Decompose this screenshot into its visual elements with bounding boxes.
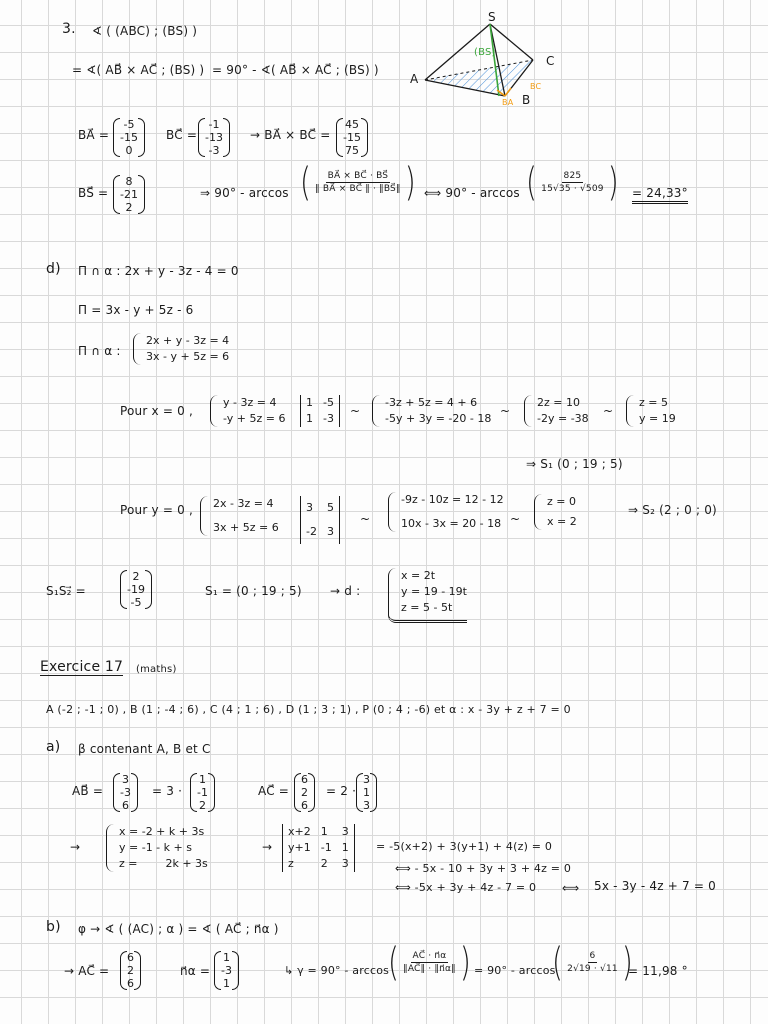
vector-component: 6 <box>127 977 134 990</box>
x0-step2 <box>372 395 491 427</box>
system-equation: y = 19 <box>639 412 676 425</box>
cross-label: → BA⃗ × BC⃗ = <box>250 128 331 142</box>
det-cell: 1 <box>320 825 328 838</box>
system-equation: z = 5 - 5t <box>401 601 453 614</box>
normal-label: n⃗α = <box>180 964 211 978</box>
vertex-s-label: S <box>488 10 496 24</box>
vector-ac-unit <box>356 773 377 812</box>
det-cell: 3 <box>341 857 349 870</box>
equiv-tilde: ~ <box>360 512 371 526</box>
ab-scalar: = 3 · <box>152 784 183 798</box>
section-d-title: Π ∩ α : 2x + y - 3z - 4 = 0 <box>78 264 239 278</box>
x0-determinant <box>300 395 340 427</box>
system-equation: 2x + y - 3z = 4 <box>146 334 230 347</box>
system-equation: 3x - y + 5z = 6 <box>146 350 230 363</box>
part-a-title: β contenant A, B et C <box>78 742 211 756</box>
vector-component: 1 <box>222 951 230 964</box>
ac-label: AC⃗ = <box>258 784 290 798</box>
vertex-c-label: C <box>546 54 555 68</box>
system-equation: -2y = -38 <box>537 412 589 425</box>
parametric-system <box>106 824 208 872</box>
vector-component: 1 <box>198 773 206 786</box>
vector-component: 3 <box>363 799 370 812</box>
det-cell: 3 <box>306 501 313 514</box>
vector-component: 2 <box>198 799 206 812</box>
vector-bs <box>113 175 145 214</box>
ac2-label: → AC⃗ = <box>64 964 110 978</box>
det-cell: y+1 <box>288 841 311 854</box>
vector-component: -5 <box>130 596 142 609</box>
system-equation: 2z = 10 <box>537 396 580 409</box>
y0-step2 <box>388 492 504 532</box>
gamma-fraction: ( $\frac{AC⃗ \cdot n⃗\alpha}{‖AC⃗‖ \cdot ‖n⃗\alpha‖}$ ) <box>388 938 471 985</box>
fraction-numerator: BA⃗ × BC⃗ · BS⃗ <box>327 171 389 181</box>
vector-ac <box>120 951 141 990</box>
system-equation: 2x - 3z = 4 <box>213 497 274 510</box>
intersection-system <box>133 333 229 365</box>
gamma-mid: = 90° - arccos <box>474 964 556 977</box>
ba-label: BA⃗ = <box>78 128 110 142</box>
system-equation: z = 5 <box>639 396 668 409</box>
ba-tag: BA <box>502 98 514 107</box>
fraction-numerator: AC⃗ · n⃗α <box>412 951 447 961</box>
vector-component: -5 <box>123 118 135 131</box>
x0-system <box>210 395 285 427</box>
angle-rewrite: = ∢( AB⃗ × AC⃗ ; (BS) ) <box>72 63 205 77</box>
system-equation: z = 2k + 3s <box>119 857 208 870</box>
ac-scalar: = 2 · <box>326 784 357 798</box>
line-d-label: → d : <box>330 584 361 598</box>
gamma-result: = 11,98 ° <box>628 964 688 978</box>
vector-component: 1 <box>222 977 230 990</box>
det-cell: -1 <box>320 841 332 854</box>
ab-label: AB⃗ = <box>72 784 104 798</box>
system-equation: x = -2 + k + 3s <box>119 825 205 838</box>
exercise-title: Exercice 17 <box>40 659 124 675</box>
bs-label: BS⃗ = <box>78 186 109 200</box>
vector-component: 2 <box>125 201 133 214</box>
exercise-subtitle: (maths) <box>136 664 177 675</box>
points-list: A (-2 ; -1 ; 0) , B (1 ; -4 ; 6) , C (4 ; 1 ; 6) , D (1 ; 3 ; 1) , P (0 ; 4 ; -6) et α : x - 3y + z + 7 = 0 <box>46 703 571 716</box>
vector-component: 2 <box>301 786 308 799</box>
det-cell: -5 <box>323 396 334 409</box>
system-equation: y - 3z = 4 <box>223 396 277 409</box>
x0-step3 <box>524 395 589 427</box>
section-d-label: d) <box>46 261 61 277</box>
vector-s1s2 <box>120 570 152 609</box>
plane-pi-equation: Π = 3x - y + 5z - 6 <box>78 303 194 317</box>
system-equation: 3x + 5z = 6 <box>213 521 279 534</box>
det-cell: 3 <box>341 825 349 838</box>
item-number: 3. <box>62 21 76 37</box>
s2-result: ⇒ S₂ (2 ; 0 ; 0) <box>628 503 717 517</box>
s1s2-label: S₁S₂⃗ = <box>46 584 86 598</box>
vector-component: 45 <box>344 118 359 131</box>
system-equation: -9z - 10z = 12 - 12 <box>401 493 504 506</box>
bs-tag: (BS) <box>474 47 496 58</box>
det-cell: 1 <box>306 396 313 409</box>
vector-ab-unit <box>190 773 215 812</box>
vector-ac <box>294 773 315 812</box>
arccos2-prefix: ⟺ 90° - arccos <box>424 186 520 200</box>
vector-component: -1 <box>197 786 208 799</box>
system-equation: z = 0 <box>547 495 576 508</box>
vector-component: -3 <box>221 964 232 977</box>
gamma-fraction-2: ( $\frac{6}{2√19 \cdot √11}$ ) <box>552 938 633 985</box>
line-d-system <box>388 568 467 623</box>
vector-component: 75 <box>344 144 359 157</box>
vector-component: -15 <box>120 131 138 144</box>
equiv-tilde: ~ <box>500 404 511 418</box>
expansion-1: = -5(x+2) + 3(y+1) + 4(z) = 0 <box>376 840 553 853</box>
vector-component: 6 <box>127 951 134 964</box>
arccos-prefix: ⇒ 90° - arccos <box>200 186 289 200</box>
det-cell: -3 <box>323 412 334 425</box>
vector-normal <box>214 951 239 990</box>
det-cell: 1 <box>341 841 349 854</box>
det-cell: 5 <box>326 501 334 514</box>
intersection-label: Π ∩ α : <box>78 344 121 358</box>
vector-component: 3 <box>121 773 129 786</box>
vector-component: -13 <box>205 131 223 144</box>
vector-component: 3 <box>363 773 370 786</box>
vector-cross <box>336 118 368 157</box>
s1-result: ⇒ S₁ (0 ; 19 ; 5) <box>526 457 623 471</box>
fraction-numerator: 6 <box>589 951 596 961</box>
vector-bc <box>198 118 230 157</box>
y0-label: Pour y = 0 , <box>120 503 193 517</box>
fraction-denominator: 15√35 · √509 <box>541 184 604 194</box>
system-equation: x = 2t <box>401 569 436 582</box>
system-equation: -5y + 3y = -20 - 18 <box>385 412 492 425</box>
part-b-label: b) <box>46 919 61 935</box>
det-cell: 2 <box>320 857 328 870</box>
system-equation: -y + 5z = 6 <box>223 412 286 425</box>
s1-point: S₁ = (0 ; 19 ; 5) <box>205 584 302 598</box>
system-equation: y = 19 - 19t <box>401 585 467 598</box>
vector-component: -15 <box>343 131 361 144</box>
part-b-title: φ → ∢ ( (AC) ; α ) = ∢ ( AC⃗ ; n⃗α ) <box>78 922 279 936</box>
plane-beta-equation: 5x - 3y - 4z + 7 = 0 <box>594 879 716 893</box>
equiv-tilde: ~ <box>603 404 614 418</box>
part-a-label: a) <box>46 739 61 755</box>
x0-label: Pour x = 0 , <box>120 404 193 418</box>
arccos2-fraction: ( $\frac{825}{15√35 \cdot √509}$ ) <box>526 158 619 205</box>
vector-component: -1 <box>208 118 220 131</box>
vector-component: -21 <box>120 188 138 201</box>
vertex-a-label: A <box>410 72 419 86</box>
angle-complement: = 90° - ∢( AB⃗ × AC⃗ ; (BS) ) <box>212 63 379 77</box>
y0-system <box>200 496 279 536</box>
gamma-prefix: ↳ γ = 90° - arccos <box>284 964 390 977</box>
equiv-arrow: ⟺ <box>562 881 580 895</box>
vector-component: 2 <box>132 570 140 583</box>
arrow: → <box>70 840 81 854</box>
vector-component: 8 <box>125 175 133 188</box>
vector-ba <box>113 118 145 157</box>
det-cell: x+2 <box>288 825 311 838</box>
vector-component: -3 <box>120 786 131 799</box>
angle-result: = 24,33° <box>632 186 688 200</box>
vector-component: 6 <box>301 773 308 786</box>
vector-component: 0 <box>125 144 133 157</box>
system-equation: 10x - 3x = 20 - 18 <box>401 517 502 530</box>
vector-component: 6 <box>121 799 129 812</box>
fraction-denominator: ‖AC⃗‖ · ‖n⃗α‖ <box>403 964 456 974</box>
equiv-tilde: ~ <box>350 404 361 418</box>
system-equation: x = 2 <box>547 515 577 528</box>
arccos-fraction: ( $\frac{BA⃗ \times BC⃗ \cdot BS⃗}{‖ BA⃗ \times BC⃗ ‖ \cdot ‖BS⃗‖}$ ) <box>300 158 416 205</box>
expansion-2: ⟺ - 5x - 10 + 3y + 3 + 4z = 0 <box>395 862 572 875</box>
y0-determinant <box>300 496 340 544</box>
vertex-b-label: B <box>522 93 531 107</box>
bc-label: BC⃗ = <box>166 128 198 142</box>
vector-component: -19 <box>127 583 145 596</box>
equiv-tilde: ~ <box>510 512 521 526</box>
x0-step4 <box>626 395 676 427</box>
plane-determinant <box>282 824 355 872</box>
vector-component: -3 <box>208 144 220 157</box>
det-cell: z <box>288 857 294 870</box>
vector-component: 1 <box>363 786 370 799</box>
det-cell: 1 <box>306 412 313 425</box>
vector-ab <box>113 773 138 812</box>
bc-tag: BC <box>530 82 542 91</box>
expansion-3: ⟺ -5x + 3y + 4z - 7 = 0 <box>395 881 537 894</box>
system-equation: y = -1 - k + s <box>119 841 192 854</box>
fraction-denominator: 2√19 · √11 <box>567 964 618 974</box>
fraction-numerator: 825 <box>563 171 582 181</box>
vector-component: 6 <box>301 799 308 812</box>
arrow: → <box>262 840 273 854</box>
det-cell: -2 <box>306 525 317 538</box>
system-equation: -3z + 5z = 4 + 6 <box>385 396 478 409</box>
fraction-denominator: ‖ BA⃗ × BC⃗ ‖ · ‖BS⃗‖ <box>315 184 401 194</box>
det-cell: 3 <box>326 525 334 538</box>
angle-expression: ∢ ( (ABC) ; (BS) ) <box>92 24 198 38</box>
vector-component: 2 <box>127 964 134 977</box>
y0-step3 <box>534 494 577 530</box>
